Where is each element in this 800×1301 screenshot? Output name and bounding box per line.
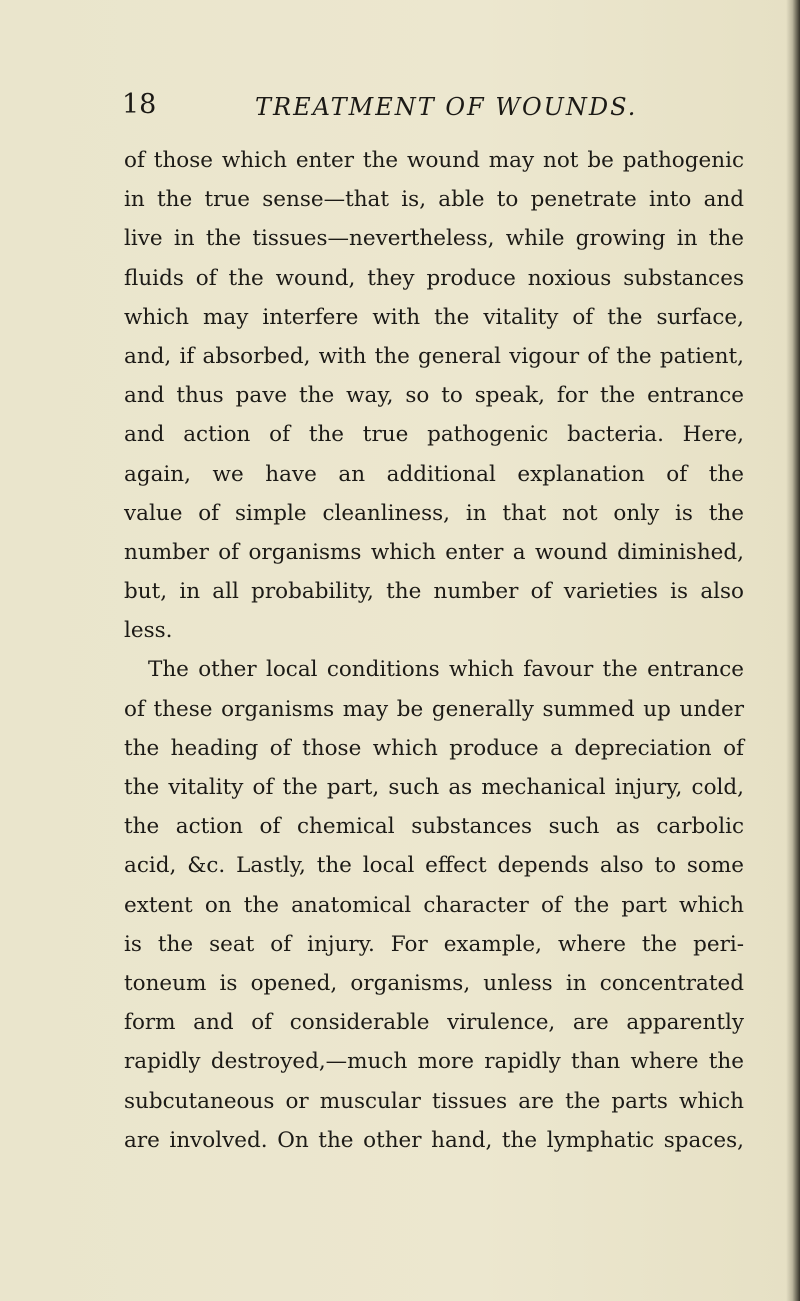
text-line: in the true sense—that is, able to penetrate into and — [124, 187, 744, 213]
body-text — [124, 141, 744, 1160]
page-number: 18 — [122, 89, 157, 120]
text-line: and action of the true pathogenic bacteria. Here, — [124, 422, 744, 448]
text-line: again, we have an additional explanation of the — [124, 461, 744, 487]
text-line: of those which enter the wound may not be pathogenic — [124, 148, 744, 173]
text-line: subcutaneous or muscular tissues are the parts which — [124, 1088, 744, 1114]
paragraph-end-line: less. — [124, 618, 173, 644]
text-line: toneum is opened, organisms, unless in concentrated — [124, 970, 744, 996]
paragraph-start-line: The other local conditions which favour the entrance — [148, 657, 744, 683]
text-line: is the seat of injury. For example, where the peri- — [124, 931, 744, 957]
text-line: live in the tissues—nevertheless, while growing in the — [124, 226, 744, 252]
text-line: and, if absorbed, with the general vigour of the patient, — [124, 343, 744, 369]
text-line: form and of considerable virulence, are apparently — [124, 1010, 744, 1036]
text-line: value of simple cleanliness, in that not only is the — [124, 500, 744, 526]
text-line: number of organisms which enter a wound diminished, — [124, 539, 744, 565]
text-line: the action of chemical substances such as carbolic — [124, 814, 744, 840]
text-line: fluids of the wound, they produce noxious substances — [124, 265, 744, 291]
text-line: are involved. On the other hand, the lymphatic spaces, — [124, 1127, 744, 1153]
text-line: extent on the anatomical character of the part which — [124, 892, 744, 918]
page-header — [122, 88, 682, 128]
text-line: but, in all probability, the number of varieties is also — [124, 579, 744, 605]
text-line: of these organisms may be generally summed up under — [124, 696, 744, 722]
text-line: acid, &c. Lastly, the local effect depends also to some — [124, 853, 744, 879]
text-line: the heading of those which produce a depreciation of — [124, 735, 744, 761]
text-line: the vitality of the part, such as mechanical injury, cold, — [124, 775, 744, 800]
page-edge-shadow — [786, 0, 800, 1301]
text-line: and thus pave the way, so to speak, for the entrance — [124, 383, 744, 409]
running-title: TREATMENT OF WOUNDS. — [255, 93, 638, 121]
text-line: rapidly destroyed,—much more rapidly than where the — [124, 1049, 744, 1075]
text-line: which may interfere with the vitality of the surface, — [124, 304, 744, 330]
